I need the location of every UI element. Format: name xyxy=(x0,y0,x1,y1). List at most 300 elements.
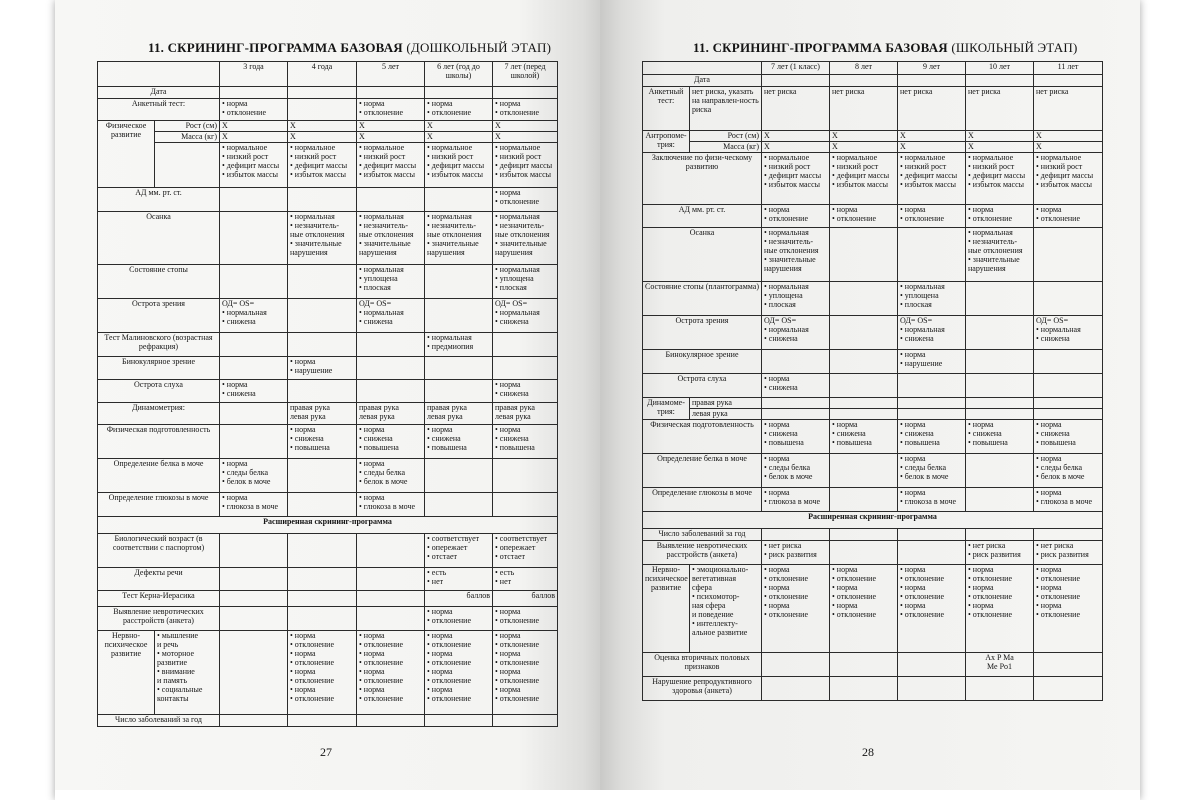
cell-line: • следы белка xyxy=(1036,463,1083,472)
cell xyxy=(425,568,493,591)
cell-line: ные отклонения xyxy=(968,246,1023,255)
cell-line: • нормальная xyxy=(968,228,1013,237)
cell-line: ная сфера xyxy=(692,601,726,610)
cell-line: • повышена xyxy=(290,443,330,452)
cell-line: • глюкоза в моче xyxy=(359,502,416,511)
cell-line: • норма xyxy=(359,493,385,502)
cell xyxy=(762,454,830,488)
cell-line: • отклонение xyxy=(495,640,540,649)
cell-line: правая рука xyxy=(427,403,467,412)
cell xyxy=(288,143,357,188)
cell-line: • норма xyxy=(290,425,316,434)
cell-line: • низкий рост xyxy=(832,162,879,171)
cell-line: • снижена xyxy=(764,383,798,392)
cell-line: • нормальное xyxy=(359,143,405,152)
cell-line: • норма xyxy=(495,649,521,658)
empty-cell xyxy=(830,653,898,677)
row-label: Осанка xyxy=(643,228,762,282)
cell-line: • нормальное xyxy=(222,143,268,152)
cell xyxy=(898,488,966,512)
cell-line: нарушения xyxy=(427,248,465,257)
cell: X xyxy=(966,131,1034,142)
empty-cell xyxy=(425,715,493,727)
cell-line: • нормальная xyxy=(359,212,404,221)
sub-label: нет риска, указать на направлен-ность риска xyxy=(690,87,762,131)
empty-cell xyxy=(966,677,1034,701)
cell: (ШКОЛЬНЫЙ ЭТАП) xyxy=(951,40,1078,55)
cell-line: • норма xyxy=(764,601,790,610)
section-row xyxy=(98,517,558,534)
empty-cell xyxy=(966,316,1034,350)
cell-line: • норма xyxy=(495,667,521,676)
empty-cell xyxy=(425,87,493,99)
empty-cell xyxy=(898,75,966,87)
cell-line: • нормальная xyxy=(359,265,404,274)
cell-line: • уплощена xyxy=(764,291,803,300)
cell xyxy=(762,374,830,398)
cell-line: • риск развития xyxy=(968,550,1021,559)
cell-line: • социальные xyxy=(157,685,203,694)
cell-line: • нормальная xyxy=(764,282,809,291)
empty-cell xyxy=(288,591,357,607)
cell xyxy=(830,205,898,228)
cell xyxy=(966,205,1034,228)
cell-line: • норма xyxy=(427,667,453,676)
empty-cell xyxy=(425,380,493,403)
cell-line: • дефицит массы xyxy=(290,161,348,170)
empty-cell xyxy=(220,212,288,265)
empty-cell xyxy=(220,607,288,631)
cell: X xyxy=(1034,142,1103,153)
table-row xyxy=(98,212,558,265)
cell-line: • норма xyxy=(900,565,926,574)
cell-line: • норма xyxy=(1036,565,1062,574)
cell xyxy=(220,380,288,403)
cell-line: • норма xyxy=(832,420,858,429)
cell xyxy=(830,420,898,454)
table-row xyxy=(98,299,558,333)
cell-line: • низкий рост xyxy=(359,152,406,161)
table-row xyxy=(98,333,558,357)
cell xyxy=(493,143,558,188)
page-number: 28 xyxy=(862,745,874,759)
empty-cell xyxy=(357,715,425,727)
table-row xyxy=(643,75,1103,87)
empty-cell xyxy=(288,380,357,403)
cell xyxy=(220,459,288,493)
cell-line: • норма xyxy=(1036,601,1062,610)
col-header: 7 лет (1 класс) xyxy=(762,62,830,75)
cell-line: Ax P Ma xyxy=(985,653,1014,662)
table-row xyxy=(98,568,558,591)
cell-line: • глюкоза в моче xyxy=(764,497,821,506)
cell-line: • опережает xyxy=(495,543,536,552)
empty-cell xyxy=(220,568,288,591)
cell-line: • нормальная xyxy=(495,265,540,274)
empty-cell xyxy=(966,75,1034,87)
empty-cell xyxy=(830,75,898,87)
empty-cell xyxy=(425,265,493,299)
empty-cell xyxy=(966,454,1034,488)
sub-label: Масса (кг) xyxy=(690,142,762,153)
cell-line: • норма xyxy=(290,685,316,694)
empty-cell xyxy=(898,529,966,541)
empty-cell xyxy=(966,350,1034,374)
cell-line: • норма xyxy=(427,607,453,616)
cell-line: • норма xyxy=(968,420,994,429)
row-label: Состояние стопы (плантограмма) xyxy=(643,282,762,316)
row-label: Определение белка в моче xyxy=(98,459,220,493)
cell xyxy=(762,565,830,653)
row-label: Дефекты речи xyxy=(98,568,220,591)
table-row xyxy=(98,143,558,188)
table-row xyxy=(98,403,558,425)
table-row xyxy=(643,228,1103,282)
col-header: 5 лет xyxy=(357,62,425,87)
cell: баллов xyxy=(493,591,558,607)
empty-cell xyxy=(357,87,425,99)
header-row xyxy=(643,62,1103,75)
cell-line: • снижена xyxy=(359,434,393,443)
row-label: Острота зрения xyxy=(643,316,762,350)
cell-line: • избыток массы xyxy=(968,180,1024,189)
cell-line: • норма xyxy=(495,99,521,108)
cell-line: • глюкоза в моче xyxy=(1036,497,1093,506)
row-label: Анкетный тест: xyxy=(98,99,220,121)
cell-line: • отклонение xyxy=(968,610,1013,619)
col-header: 9 лет xyxy=(898,62,966,75)
cell-line: • отклонение xyxy=(764,610,809,619)
cell-line: • отклонение xyxy=(427,616,472,625)
cell-line: • снижена xyxy=(900,429,934,438)
cell-line: • отклонение xyxy=(222,108,267,117)
empty-cell xyxy=(357,591,425,607)
cell-line: • белок в моче xyxy=(359,477,408,486)
cell-line: • нормальная xyxy=(427,333,472,342)
cell-line: • норма xyxy=(495,380,521,389)
row-label: Физическое развитие xyxy=(98,121,155,188)
cell-line: • норма xyxy=(832,601,858,610)
cell-line: левая рука xyxy=(495,412,531,421)
cell: 11. СКРИНИНГ-ПРОГРАММА БАЗОВАЯ xyxy=(148,40,403,55)
cell-line: • снижена xyxy=(764,334,798,343)
empty-cell xyxy=(220,403,288,425)
sub-label: Масса (кг) xyxy=(155,132,220,143)
cell-line: • отклонение xyxy=(495,616,540,625)
cell-line: • отклонение xyxy=(832,214,877,223)
table-row xyxy=(643,87,1103,131)
row-label: Оценка вторичных половых признаков xyxy=(643,653,762,677)
table-row xyxy=(643,350,1103,374)
cell: X xyxy=(762,131,830,142)
cell xyxy=(762,541,830,565)
cell-line: • норма xyxy=(427,99,453,108)
cell-line: • повышена xyxy=(359,443,399,452)
sub-label xyxy=(690,565,762,653)
cell-line: • нормальная xyxy=(427,212,472,221)
cell-line: • норма xyxy=(495,685,521,694)
cell-line: • значительные xyxy=(359,239,411,248)
row-label: Тест Керна-Иерасика xyxy=(98,591,220,607)
cell-line: • норма xyxy=(1036,488,1062,497)
cell-line: • норма xyxy=(900,454,926,463)
row-label: Тест Малиновского (возрастная рефракция) xyxy=(98,333,220,357)
cell-line: • нормальное xyxy=(968,153,1014,162)
empty-cell xyxy=(966,282,1034,316)
cell: X xyxy=(357,121,425,132)
cell: X xyxy=(1034,131,1103,142)
cell-line: • отклонение xyxy=(832,592,877,601)
cell-line: • отклонение xyxy=(359,658,404,667)
table-row xyxy=(643,488,1103,512)
cell xyxy=(966,565,1034,653)
row-label: Определение глюкозы в моче xyxy=(643,488,762,512)
cell-line: • отклонение xyxy=(427,658,472,667)
cell: нет риска xyxy=(898,87,966,131)
empty-cell xyxy=(966,488,1034,512)
cell-line: • низкий рост xyxy=(290,152,337,161)
row-label: Биологический возраст (в соответствии с паспортом) xyxy=(98,534,220,568)
preschool-screening-table xyxy=(97,61,558,727)
cell-line: ОД= OS= xyxy=(900,316,933,325)
empty-cell xyxy=(1034,409,1103,420)
cell-line: • плоская xyxy=(900,300,932,309)
cell xyxy=(762,316,830,350)
empty-cell xyxy=(898,677,966,701)
cell-line: • норма xyxy=(764,565,790,574)
cell-line: • следы белка xyxy=(900,463,947,472)
row-label: Бинокулярное зрение xyxy=(98,357,220,380)
empty-cell xyxy=(220,188,288,212)
cell-line: • норма xyxy=(359,649,385,658)
cell xyxy=(1034,420,1103,454)
cell xyxy=(357,425,425,459)
cell-line: левая рука xyxy=(359,412,395,421)
cell-line: вегетативная xyxy=(692,574,737,583)
cell-line: • незначитель- xyxy=(495,221,545,230)
cell-line: • отклонение xyxy=(290,694,335,703)
cell-line: • норма xyxy=(1036,205,1062,214)
cell-line: • отклонение xyxy=(290,640,335,649)
cell-line: • незначитель- xyxy=(359,221,409,230)
cell xyxy=(898,454,966,488)
empty-cell xyxy=(762,409,830,420)
cell xyxy=(1034,153,1103,205)
cell xyxy=(493,212,558,265)
cell: нет риска xyxy=(1034,87,1103,131)
row-label: Бинокулярное зрение xyxy=(643,350,762,374)
cell-line: контакты xyxy=(157,694,189,703)
table-row xyxy=(643,565,1103,653)
cell-line: • белок в моче xyxy=(222,477,271,486)
empty-cell xyxy=(1034,374,1103,398)
cell-line: • норма xyxy=(968,565,994,574)
cell xyxy=(493,380,558,403)
empty-cell xyxy=(425,299,493,333)
cell: X xyxy=(830,131,898,142)
cell-line: • нормальное xyxy=(764,153,810,162)
cell-line: • отклонение xyxy=(764,214,809,223)
cell-line: ОД= OS= xyxy=(495,299,528,308)
cell-line: • отклонение xyxy=(900,592,945,601)
cell: X xyxy=(898,142,966,153)
cell-line: • отклонение xyxy=(900,610,945,619)
cell-line: • есть xyxy=(427,568,447,577)
empty-cell xyxy=(288,715,357,727)
empty-cell xyxy=(830,488,898,512)
cell-line: • следы белка xyxy=(359,468,406,477)
cell-line: • норма xyxy=(1036,583,1062,592)
sub-label xyxy=(155,631,220,715)
cell-line: нарушения xyxy=(290,248,328,257)
cell-line: • незначитель- xyxy=(427,221,477,230)
cell-line: • интеллекту- xyxy=(692,619,738,628)
cell-line: • плоская xyxy=(359,283,391,292)
cell-line: • мышление xyxy=(157,631,199,640)
cell-line: • снижена xyxy=(832,429,866,438)
cell xyxy=(966,653,1034,677)
empty-cell xyxy=(898,653,966,677)
empty-cell xyxy=(1034,350,1103,374)
cell xyxy=(830,565,898,653)
cell-line: • отклонение xyxy=(495,658,540,667)
cell-line: • нормальное xyxy=(1036,153,1082,162)
cell-line: • отклонение xyxy=(968,214,1013,223)
cell-line: левая рука xyxy=(290,412,326,421)
cell-line: • отклонение xyxy=(832,574,877,583)
section-title: Расширенная скрининг-программа xyxy=(98,517,558,534)
cell xyxy=(1034,541,1103,565)
cell-line: • значительные xyxy=(495,239,547,248)
empty-cell xyxy=(830,228,898,282)
empty-cell xyxy=(493,493,558,517)
table-row xyxy=(643,529,1103,541)
cell xyxy=(1034,565,1103,653)
cell-line: • нормальная xyxy=(290,212,335,221)
cell-line: • уплощена xyxy=(495,274,534,283)
cell-line: • норма xyxy=(968,583,994,592)
cell-line: • нет риска xyxy=(968,541,1006,550)
cell xyxy=(898,565,966,653)
table-row xyxy=(643,205,1103,228)
table-row xyxy=(643,541,1103,565)
cell: 11. СКРИНИНГ-ПРОГРАММА БАЗОВАЯ xyxy=(693,40,948,55)
sub-label: левая рука xyxy=(690,409,762,420)
table-row xyxy=(98,631,558,715)
empty-cell xyxy=(425,493,493,517)
empty-cell xyxy=(288,333,357,357)
cell: X xyxy=(493,132,558,143)
cell-line: • отклонение xyxy=(1036,214,1081,223)
cell: нет риска xyxy=(966,87,1034,131)
cell-line: • отклонение xyxy=(764,592,809,601)
cell-line: ОД= OS= xyxy=(359,299,392,308)
cell-line: • глюкоза в моче xyxy=(222,502,279,511)
row-label: Состояние стопы xyxy=(98,265,220,299)
cell-line: • нормальная xyxy=(764,325,809,334)
empty-cell xyxy=(830,316,898,350)
cell-line: • риск развития xyxy=(764,550,817,559)
cell-line: • белок в моче xyxy=(900,472,949,481)
cell xyxy=(762,282,830,316)
cell-line: ОД= OS= xyxy=(764,316,797,325)
table-row xyxy=(643,653,1103,677)
table-row xyxy=(98,99,558,121)
cell-line: • отклонение xyxy=(900,574,945,583)
empty-cell xyxy=(288,99,357,121)
cell xyxy=(493,403,558,425)
cell xyxy=(357,459,425,493)
cell-line: • отклонение xyxy=(968,592,1013,601)
col-header: 6 лет (год до школы) xyxy=(425,62,493,87)
empty-cell xyxy=(762,653,830,677)
cell-line: • норма xyxy=(359,667,385,676)
cell-line: • опережает xyxy=(427,543,468,552)
cell-line: • нет xyxy=(427,577,444,586)
col-header: 3 года xyxy=(220,62,288,87)
cell-line: • дефицит массы xyxy=(1036,171,1094,180)
cell-line: • повышена xyxy=(427,443,467,452)
empty-cell xyxy=(357,534,425,568)
cell-line: • повышена xyxy=(764,438,804,447)
empty-cell xyxy=(1034,529,1103,541)
cell: нет риска xyxy=(830,87,898,131)
cell-line: • предмиопия xyxy=(427,342,474,351)
empty-cell xyxy=(1034,653,1103,677)
cell xyxy=(1034,316,1103,350)
empty-cell xyxy=(425,459,493,493)
cell-line: ные отклонения xyxy=(427,230,482,239)
cell-line: • повышена xyxy=(968,438,1008,447)
cell xyxy=(425,403,493,425)
cell xyxy=(898,282,966,316)
col-header: 8 лет xyxy=(830,62,898,75)
cell-line: • отклонение xyxy=(495,197,540,206)
cell-line: • низкий рост xyxy=(968,162,1015,171)
cell xyxy=(425,333,493,357)
cell-line: • снижена xyxy=(1036,429,1070,438)
cell-line: • норма xyxy=(1036,454,1062,463)
right-page-title xyxy=(693,40,1078,56)
row-label: Число заболеваний за год xyxy=(98,715,220,727)
cell-line: • снижена xyxy=(222,389,256,398)
cell-line: • отклонение xyxy=(359,108,404,117)
cell xyxy=(1034,488,1103,512)
row-label: Анкетный тест: xyxy=(643,87,690,131)
cell-line: • норма xyxy=(359,685,385,694)
empty-cell xyxy=(425,188,493,212)
header-row xyxy=(98,62,558,87)
cell: X xyxy=(220,132,288,143)
cell-line: • отклонение xyxy=(495,676,540,685)
cell-line: • дефицит массы xyxy=(764,171,822,180)
cell-line: • норма xyxy=(764,583,790,592)
row-label: Физическая подготовленность xyxy=(98,425,220,459)
cell-line: • снижена xyxy=(427,434,461,443)
section-row xyxy=(643,512,1103,529)
cell-line: • значительные xyxy=(290,239,342,248)
table-row xyxy=(98,607,558,631)
cell xyxy=(493,299,558,333)
row-label: Дата xyxy=(643,75,762,87)
row-label: Заключение по физи-ческому развитию xyxy=(643,153,762,205)
cell-line: • соответствует xyxy=(427,534,480,543)
cell-line: • избыток массы xyxy=(900,180,956,189)
table-row xyxy=(98,357,558,380)
cell-line: • моторное xyxy=(157,649,195,658)
cell-line: • норма xyxy=(427,631,453,640)
cell-line: • норма xyxy=(764,454,790,463)
